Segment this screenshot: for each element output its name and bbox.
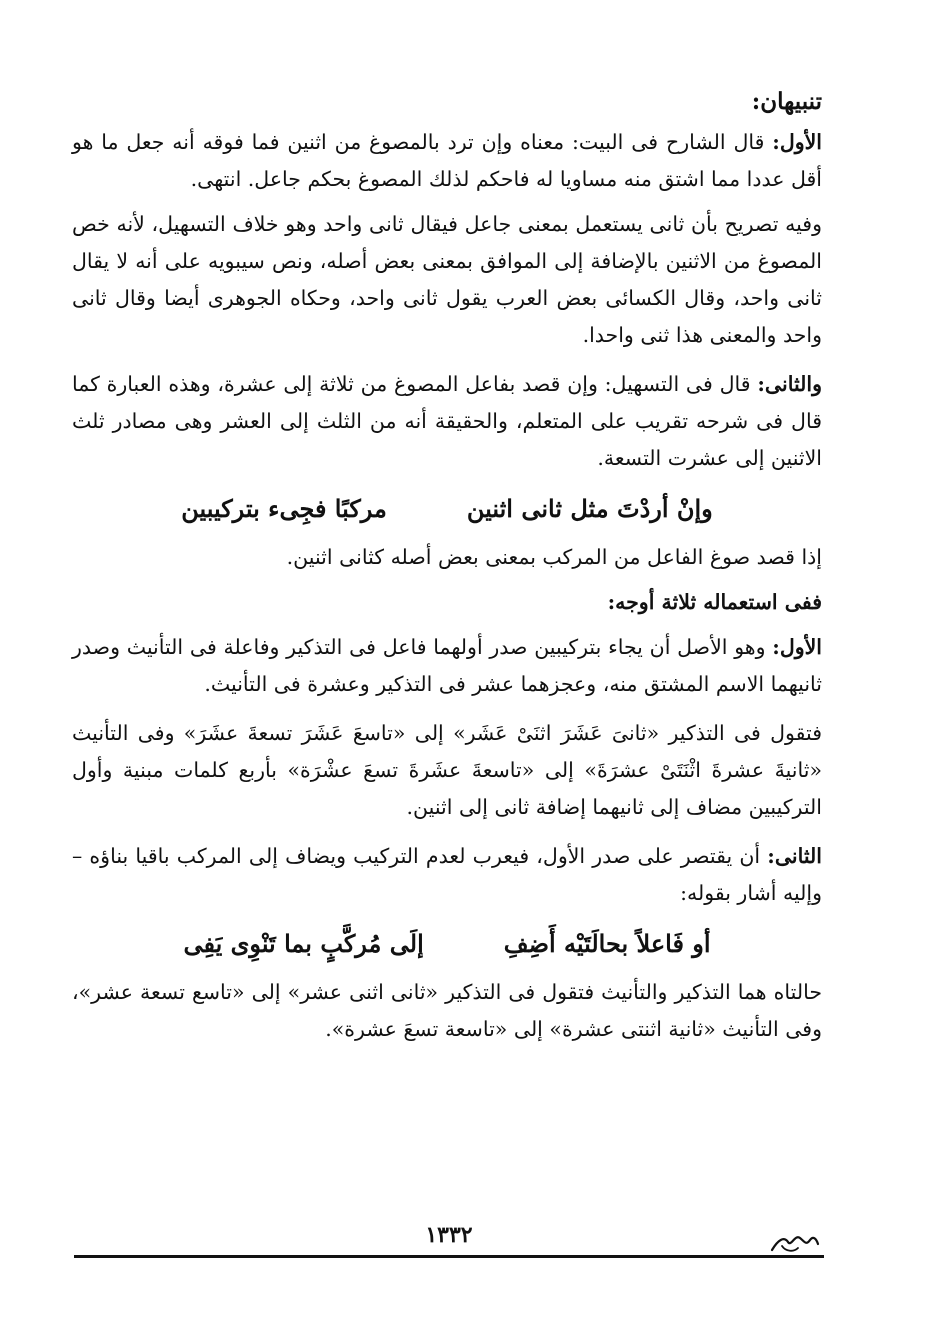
paragraph-verse-explanation: إذا قصد صوغ الفاعل من المركب بمعنى بعض أصله كثانى اثنين. bbox=[286, 545, 822, 569]
paragraph-lead: الأول: bbox=[772, 635, 822, 659]
verse-hemistich-first: وإنْ أردْتَ مثل ثانى اثنين bbox=[466, 494, 713, 523]
footer-rule bbox=[74, 1255, 824, 1258]
paragraph-second-note bbox=[72, 366, 822, 477]
verse-line bbox=[72, 485, 822, 533]
paragraph-lead: الثانى: bbox=[767, 844, 822, 868]
paragraph-text: قال الشارح فى البيت: معناه وإن ترد بالمصوغ من اثنين فما فوقه أنه جعل ما هو أقل عددا مما اشتق منه مساويا له فاحكم لذلك المصوغ بحكم جاعل. انتهى. bbox=[72, 130, 822, 191]
paragraph-first-note bbox=[72, 124, 822, 198]
verse-hemistich-second: مركبًا فجِىء بتركيبين bbox=[181, 494, 387, 523]
paragraph-usage-intro: ففى استعماله ثلاثة أوجه: bbox=[607, 590, 822, 614]
verse-hemistich-second: إلَى مُركَّبٍ بما تَنْوِى يَفِى bbox=[183, 929, 424, 958]
paragraph-lead: والثانى: bbox=[757, 372, 822, 396]
paragraph-second-way bbox=[72, 838, 822, 912]
paragraph-text: قال فى التسهيل: وإن قصد بفاعل المصوغ من ثلاثة إلى عشرة، وهذه العبارة كما قال فى شرحه تقريب على المتعلم، والحقيقة أنه من الثلث إلى العشر وهى مصادر ثلث الاثنين إلى عشرت التسعة. bbox=[72, 372, 822, 470]
signature-mark-icon bbox=[768, 1226, 820, 1256]
paragraph-lead: الأول: bbox=[772, 130, 822, 154]
verse-hemistich-first: أو فَاعلاً بحالَتَيْه أَضِفِ bbox=[503, 929, 711, 958]
section-heading: تنبيهان: bbox=[751, 88, 822, 115]
paragraph-commentary: وفيه تصريح بأن ثانى يستعمل بمعنى جاعل فيقال ثانى واحد وهو خلاف التسهيل، لأنه خص المصوغ من الاثنين بالإضافة إلى الموافق بمعنى بعض أصله، ونص سيبويه على أنه لا يقال ثانى واحد، وقال الكسائى بعض العرب يقول ثانى واحد، وحكاه الجوهرى أيضا وقال ثانى واحد والمعنى هذا ثنى واحدا. bbox=[72, 212, 822, 347]
verse-line bbox=[72, 920, 822, 968]
paragraph-text: أن يقتصر على صدر الأول، فيعرب لعدم التركيب ويضاف إلى المركب باقيا بناؤه – وإليه أشار بقوله: bbox=[72, 844, 822, 905]
paragraph-text: وهو الأصل أن يجاء بتركيبين صدر أولهما فاعل فى التذكير وفاعلة فى التأنيث وصدر ثانيهما الاسم المشتق منه، وعجزهما عشر فى التذكير وعشرة فى التأنيث. bbox=[72, 635, 822, 696]
page-number: ١٣٣٢ bbox=[425, 1222, 473, 1248]
page-body bbox=[72, 82, 822, 1056]
paragraph-verse-explanation: حالتاه هما التذكير والتأنيث فتقول فى التذكير «ثانى اثنى عشر» إلى «تاسع تسعة عشر»، وفى التأنيث «ثانية اثنتى عشرة» إلى «تاسعة تسعَ عشرة». bbox=[72, 980, 822, 1041]
page-footer bbox=[74, 1222, 824, 1262]
paragraph-examples: فتقول فى التذكير «ثانىَ عَشَرَ اثنَىْ عَشَر» إلى «تاسعَ عَشَرَ تسعةَ عشَرَ» وفى التأنيث «ثانيةَ عشرةَ اثْنَتَىْ عشرَةَ» إلى «تاسعةَ عشَرةَ تسعَ عشْرَة» بأربع كلمات مبنية وأول التركيبين مضاف إلى ثانيهما إضافة ثانى إلى اثنين. bbox=[72, 721, 822, 819]
paragraph-first-way bbox=[72, 629, 822, 703]
